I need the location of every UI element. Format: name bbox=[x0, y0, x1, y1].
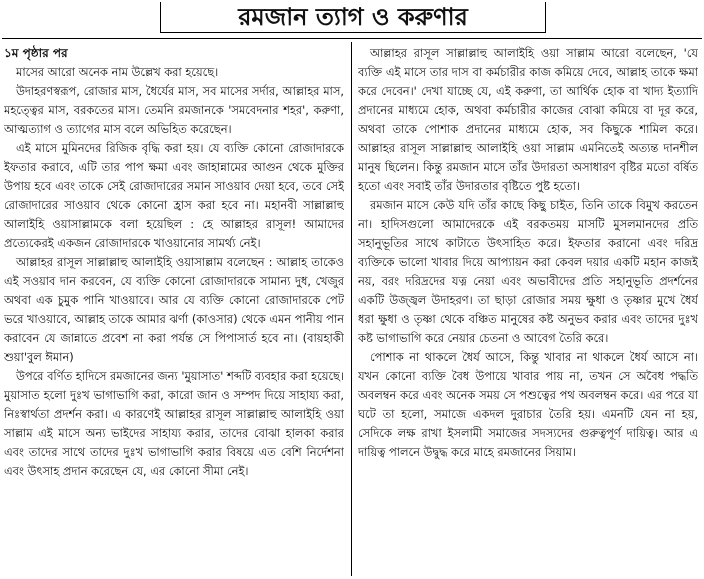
headline-box bbox=[160, 2, 546, 33]
right-column bbox=[358, 44, 698, 576]
column-divider bbox=[351, 42, 352, 576]
left-column bbox=[4, 44, 344, 576]
article-paragraph: উদাহরণস্বরূপ, রোজার মাস, ধৈর্যের মাস, সব মাসের সর্দার, আল্লাহর মাস, মহত্ত্বের মাস, বরকতের মাস। তেমনি রমজানকে 'সমবেদনার শহর', করুণা, আত্মত্যাগ ও ত্যাগের মাস বলে অভিহিত করেছেন। bbox=[4, 84, 344, 136]
continued-from-label: ১ম পৃষ্ঠার পর bbox=[4, 46, 68, 60]
headline: রমজান ত্যাগ ও করুণার bbox=[238, 3, 468, 31]
article-paragraph: উপরে বর্ণিত হাদিসে রমজানের জন্য 'মুয়াসাত' শব্দটি ব্যবহার করা হয়েছে। মুয়াসাত হলো দুঃখ ভাগাভাগি করা, কারো জান ও সম্পদ দিয়ে সাহায্য করা, নিঃস্বার্থতা প্রদর্শন করা। এ কারণেই আল্লাহর রাসূল সাল্লাল্লাহু আলাইহি ওয়া সাল্লাম এই মাসে অন্য ভাইদের সাহায্য করার, তাদের বোঝা হালকা করার এবং তাদের সাথে তাদের দুঃখ ভাগাভাগি করার বিষয়ে এত বেশি নির্দেশনা এবং উৎসাহ প্রদান করেছেন যে, এর কোনো সীমা নেই। bbox=[4, 369, 344, 478]
article-paragraph: রমজান মাসে কেউ যদি তাঁর কাছে কিছু চাইত, তিনি তাকে বিমুখ করতেন না। হাদিসগুলো আমাদেরকে এই বরকতময় মাসটি মুসলমানদের প্রতি সহানুভূতির সাথে কাটাতে উৎসাহিত করে। ইফতার করানো এবং দরিদ্র ব্যক্তিকে ভালো খাবার দিয়ে আপ্যায়ন করা কেবল দয়ার একটি মহান কাজই নয়, বরং দরিদ্রদের যত্ন নেয়া এবং অভাবীদের প্রতি সহানুভূতি প্রদর্শনের একটি উজ্জ্বল উদাহরণ। তা ছাড়া রোজার সময় ক্ষুধা ও তৃষ্ণার মুখে ধৈর্য ধরা ক্ষুধা ও তৃষ্ণা থেকে বঞ্চিত মানুষের কষ্ট অনুভব করার এবং তাদের দুঃখ কষ্ট ভাগাভাগি করে নেয়ার চেতনা ও আবেগ তৈরি করে। bbox=[358, 198, 698, 345]
article-paragraph: পোশাক না থাকলে ধৈর্য আসে, কিন্তু খাবার না থাকলে ধৈর্য আসে না। যখন কোনো ব্যক্তি বৈধ উপায়ে খাবার পায় না, তখন সে অবৈধ পদ্ধতি অবলম্বন করে এবং অনেক সময় সে পশুত্বের পথ অবলম্বন করে। এর পরে যা ঘটে তা হলো, সমাজে একদল দুরাচার তৈরি হয়। এমনটি যেন না হয়, সেদিকে লক্ষ রাখা ইসলামী সমাজের সদস্যদের গুরুত্বপূর্ণ দায়িত্ব। আর এ দায়িত্ব পালনে উদ্বুদ্ধ করে মাহে রমজানের সিয়াম। bbox=[358, 350, 698, 459]
article-paragraph: আল্লাহর রাসূল সাল্লাল্লাহু আলাইহি ওয়া সাল্লাম আরো বলেছেন, 'যে ব্যক্তি এই মাসে তার দাস বা কর্মচারীর কাজ কমিয়ে দেবে, আল্লাহ তাকে ক্ষমা করে দেবেন।' দেখা যাচ্ছে যে, এই করুণা, তা আর্থিক হোক বা খাদ্য ইত্যাদি প্রদানের মাধ্যমে হোক, অথবা কর্মচারীর কাজের বোঝা কমিয়ে বা দূর করে, অথবা তাকে পোশাক প্রদানের মাধ্যমে হোক, সব কিছুকে শামিল করে। আল্লাহর রাসূল সাল্লাল্লাহু আলাইহি ওয়া সাল্লাম এমনিতেই অত্যন্ত দানশীল মানুষ ছিলেন। কিন্তু রমজান মাসে তাঁর উদারতা অসাধারণ বৃষ্টির মতো বর্ষিত হতো এবং সবাই তাঁর উদারতার বৃষ্টিতে পুষ্ট হতো। bbox=[358, 46, 698, 193]
header-rule bbox=[2, 38, 702, 39]
article-paragraph: মাসের আরো অনেক নাম উল্লেখ করা হয়েছে। bbox=[16, 65, 219, 79]
article-paragraph: এই মাসে মুমিনদের রিজিক বৃদ্ধি করা হয়। যে ব্যক্তি কোনো রোজাদারকে ইফতার করাবে, এটি তার পাপ ক্ষমা এবং জাহান্নামের আগুন থেকে মুক্তির উপায় হবে এবং তাকে সেই রোজাদারের সমান সাওয়াব দেয়া হবে, তবে সেই রোজাদারের সাওয়াব থেকে কোনো হ্রাস করা হবে না। মহানবী সাল্লাল্লাহু আলাইহি ওয়াসাল্লামকে বলা হয়েছিল : হে আল্লাহর রাসূল! আমাদের প্রত্যেকেরই একজন রোজাদারকে খাওয়ানোর সামর্থ্য নেই। bbox=[4, 141, 344, 250]
article-paragraph: আল্লাহর রাসূল সাল্লাল্লাহু আলাইহি ওয়াসাল্লাম বলেছেন : আল্লাহ তাকেও এই সওয়াব দান করবেন, যে ব্যক্তি কোনো রোজাদারকে সামান্য দুধ, খেজুর অথবা এক চুমুক পানি খাওয়াবে। আর যে ব্যক্তি কোনো রোজাদারকে পেট ভরে খাওয়াবে, আল্লাহ তাকে আমার ঝর্ণা (কাওসার) থেকে এমন পানীয় পান করাবেন যে জান্নাতে প্রবেশ না করা পর্যন্ত সে পিপাসার্ত হবে না। (বায়হাকী শুয়া'বুল ঈমান) bbox=[4, 255, 344, 364]
